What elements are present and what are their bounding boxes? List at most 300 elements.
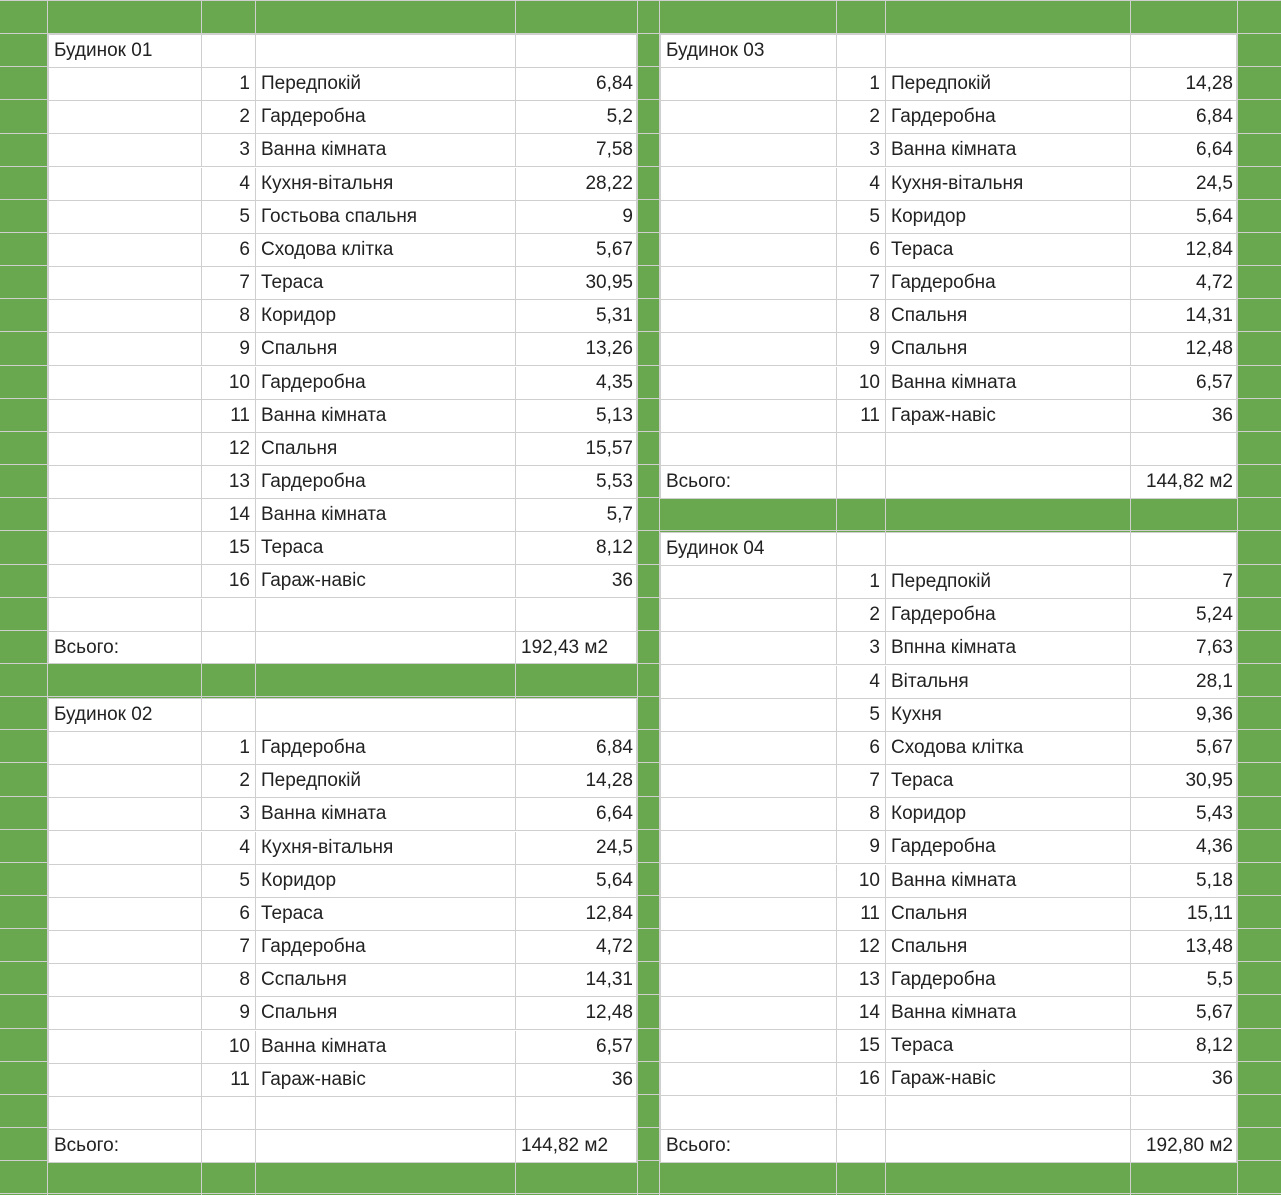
room-name-cell[interactable]: Гардеробна [256,466,516,498]
cell[interactable] [661,101,837,133]
room-name-cell[interactable]: Гардеробна [886,267,1131,299]
cell[interactable] [49,68,202,100]
table-row [661,599,1236,632]
room-area-cell[interactable]: 14,31 [1185,305,1233,326]
total-label-cell[interactable]: Всього: [661,1130,837,1163]
cell[interactable] [202,1130,256,1163]
room-area-cell[interactable]: 24,5 [596,837,633,858]
room-area-cell[interactable]: 7,58 [596,139,633,160]
cell[interactable] [886,35,1131,67]
room-area-cell[interactable]: 5,13 [596,405,633,426]
cell[interactable] [661,400,837,432]
cell[interactable] [202,699,256,731]
room-area-cell[interactable]: 5,64 [1196,206,1233,227]
room-area-cell[interactable]: 12,84 [1185,239,1233,260]
cell[interactable] [49,732,202,764]
table-row [49,168,636,201]
cell[interactable] [49,433,202,465]
total-value-cell[interactable]: 192,80 м2 [1145,1135,1233,1156]
room-number-cell[interactable]: 9 [202,333,256,365]
room-number-cell[interactable]: 13 [202,466,256,498]
room-number-cell[interactable]: 1 [202,732,256,764]
room-name-cell[interactable]: Гардеробна [256,101,516,133]
room-area-cell[interactable]: 28,22 [585,173,633,194]
room-number-cell[interactable]: 14 [837,997,886,1029]
cell[interactable] [661,699,837,731]
room-number-cell[interactable]: 1 [202,68,256,100]
cell[interactable] [256,699,516,731]
room-number-cell[interactable]: 7 [202,267,256,299]
table-row [661,931,1236,964]
cell[interactable] [661,333,837,365]
cell[interactable] [256,599,516,631]
room-number-cell[interactable]: 10 [202,367,256,399]
cell[interactable] [49,565,202,597]
room-number-cell[interactable]: 10 [837,367,886,399]
room-number-cell[interactable]: 8 [837,300,886,332]
table-row [49,68,636,101]
room-name-cell[interactable]: Передпокій [886,68,1131,100]
cell[interactable] [49,865,202,897]
table-row [49,267,636,300]
room-number-cell[interactable]: 16 [837,1063,886,1095]
room-name-cell[interactable]: Спальня [886,300,1131,332]
cell[interactable] [661,732,837,764]
room-name-cell[interactable]: Впнна кімната [886,632,1131,664]
cell[interactable] [837,1097,886,1129]
room-number-cell[interactable]: 6 [837,234,886,266]
room-name-cell[interactable]: Сходова клітка [886,732,1131,764]
table-row [49,765,636,798]
cell[interactable] [516,35,638,67]
room-area-cell[interactable]: 6,64 [1196,139,1233,160]
room-area-cell[interactable]: 15,11 [1186,903,1233,924]
cell[interactable] [49,333,202,365]
room-number-cell[interactable]: 9 [202,997,256,1029]
total-label-cell[interactable]: Всього: [661,466,837,499]
cell[interactable] [661,798,837,830]
room-area-cell[interactable]: 14,28 [585,770,633,791]
room-area-cell[interactable]: 4,72 [1196,272,1233,293]
house-03-table [660,34,1237,499]
cell[interactable] [49,499,202,531]
cell[interactable] [516,1097,638,1129]
room-area-cell[interactable]: 9,36 [1196,704,1233,725]
room-area-cell[interactable]: 6,84 [596,737,633,758]
room-name-cell[interactable]: Спальня [886,333,1131,365]
cell[interactable] [49,201,202,233]
cell[interactable] [49,1064,202,1096]
room-number-cell[interactable]: 11 [202,1064,256,1096]
table-row [661,798,1236,831]
room-area-cell[interactable]: 7 [1222,571,1233,592]
cell[interactable] [661,997,837,1029]
room-area-cell[interactable]: 8,12 [596,537,633,558]
room-name-cell[interactable]: Передпокій [886,566,1131,598]
room-number-cell[interactable]: 11 [837,898,886,930]
room-name-cell[interactable]: Гардеробна [886,101,1131,133]
cell[interactable] [1131,1097,1238,1129]
cell[interactable] [1131,35,1238,67]
cell[interactable] [661,566,837,598]
cell[interactable] [49,300,202,332]
total-value-cell[interactable]: 144,82 м2 [1145,471,1233,492]
room-area-cell[interactable]: 14,28 [1185,73,1233,94]
total-value-cell[interactable]: 144,82 м2 [521,1135,609,1156]
room-area-cell[interactable]: 5,31 [596,305,633,326]
room-area-cell[interactable]: 30,95 [1185,770,1233,791]
cell[interactable] [661,865,837,897]
room-area-cell[interactable]: 6,57 [1196,372,1233,393]
room-area-cell[interactable]: 28,1 [1196,671,1233,692]
table-row [661,101,1236,134]
room-number-cell[interactable]: 3 [837,632,886,664]
cell[interactable] [516,699,638,731]
cell[interactable] [661,1097,837,1129]
room-area-cell[interactable]: 13,26 [585,338,633,359]
room-area-cell[interactable]: 6,64 [596,803,633,824]
cell[interactable] [661,367,837,399]
cell[interactable] [837,533,886,565]
room-name-cell[interactable]: Ванна кімната [886,134,1131,166]
table-row [661,400,1236,433]
cell[interactable] [1131,533,1238,565]
room-number-cell[interactable]: 3 [202,798,256,830]
room-number-cell[interactable]: 1 [837,566,886,598]
room-name-cell[interactable]: Ванна кімната [886,367,1131,399]
room-area-cell[interactable]: 5,67 [596,239,633,260]
room-area-cell[interactable]: 12,48 [585,1002,633,1023]
cell[interactable] [1131,433,1238,465]
room-name-cell[interactable]: Спальня [256,433,516,465]
table-row [661,632,1236,665]
room-number-cell[interactable]: 6 [202,234,256,266]
cell[interactable] [49,964,202,996]
cell[interactable] [661,433,837,465]
total-row [49,632,636,665]
cell[interactable] [661,666,837,698]
room-number-cell[interactable]: 6 [837,732,886,764]
cell[interactable] [837,35,886,67]
room-area-cell[interactable]: 12,84 [585,903,633,924]
table-row [661,964,1236,997]
cell[interactable] [256,1130,516,1163]
table-row [661,666,1236,699]
room-number-cell[interactable]: 3 [837,134,886,166]
block-title-cell[interactable]: Будинок 04 [661,533,837,565]
room-name-cell[interactable]: Передпокій [256,765,516,797]
room-number-cell[interactable]: 7 [837,267,886,299]
room-number-cell[interactable]: 4 [202,832,256,864]
room-number-cell[interactable]: 10 [837,865,886,897]
room-area-cell[interactable]: 5,18 [1196,870,1233,891]
table-row [49,832,636,865]
cell[interactable] [886,466,1131,499]
total-value-cell[interactable]: 192,43 м2 [521,637,609,658]
table-row [49,798,636,831]
cell[interactable] [49,599,202,631]
table-row [661,865,1236,898]
room-number-cell[interactable]: 4 [837,666,886,698]
room-number-cell[interactable]: 14 [202,499,256,531]
cell[interactable] [49,931,202,963]
room-name-cell[interactable]: Гараж-навіс [256,565,516,597]
cell[interactable] [49,466,202,498]
cell[interactable] [256,35,516,67]
room-area-cell[interactable]: 9 [622,206,633,227]
room-area-cell[interactable]: 30,95 [585,272,633,293]
room-name-cell[interactable]: Гардеробна [886,599,1131,631]
cell[interactable] [661,964,837,996]
house-01-table [48,34,637,664]
cell[interactable] [202,35,256,67]
table-row [661,134,1236,167]
room-number-cell[interactable]: 11 [202,400,256,432]
room-area-cell[interactable]: 8,12 [1196,1035,1233,1056]
room-area-cell[interactable]: 6,84 [596,73,633,94]
cell[interactable] [661,931,837,963]
room-number-cell[interactable]: 5 [837,699,886,731]
room-area-cell[interactable]: 5,67 [1196,737,1233,758]
room-name-cell[interactable]: Спальня [256,333,516,365]
room-number-cell[interactable]: 8 [837,798,886,830]
room-name-cell[interactable]: Ванна кімната [256,499,516,531]
title-row [49,35,636,68]
total-label-cell[interactable]: Всього: [49,1130,202,1163]
cell[interactable] [49,400,202,432]
room-name-cell[interactable]: Спальня [886,898,1131,930]
room-name-cell[interactable]: Тераса [886,765,1131,797]
room-number-cell[interactable]: 2 [837,599,886,631]
room-area-cell[interactable]: 4,72 [596,936,633,957]
room-name-cell[interactable]: Кухня [886,699,1131,731]
room-name-cell[interactable]: Ванна кімната [256,798,516,830]
cell[interactable] [661,599,837,631]
room-name-cell[interactable]: Тераса [886,1030,1131,1062]
block-title-cell[interactable]: Будинок 01 [49,35,202,67]
cell[interactable] [49,367,202,399]
table-row [49,865,636,898]
cell[interactable] [837,466,886,499]
room-name-cell[interactable]: Тераса [886,234,1131,266]
table-row [49,565,636,598]
room-area-cell[interactable]: 7,63 [1196,637,1233,658]
cell[interactable] [49,798,202,830]
cell[interactable] [661,168,837,200]
cell[interactable] [661,831,837,863]
room-name-cell[interactable]: Гараж-навіс [886,1063,1131,1095]
room-number-cell[interactable]: 1 [837,68,886,100]
table-row [661,234,1236,267]
room-area-cell[interactable]: 4,36 [1196,836,1233,857]
room-area-cell[interactable]: 5,7 [606,504,633,525]
cell[interactable] [661,134,837,166]
cell[interactable] [661,201,837,233]
cell[interactable] [202,632,256,665]
room-name-cell[interactable]: Коридор [886,798,1131,830]
table-row [49,234,636,267]
room-area-cell[interactable]: 36 [1211,1068,1233,1089]
room-name-cell[interactable]: Кухня-вітальня [256,832,516,864]
room-number-cell[interactable]: 6 [202,898,256,930]
cell[interactable] [886,533,1131,565]
room-number-cell[interactable]: 5 [202,865,256,897]
room-name-cell[interactable]: Ванна кімната [886,865,1131,897]
room-name-cell[interactable]: Гардеробна [886,964,1131,996]
cell[interactable] [886,433,1131,465]
room-area-cell[interactable]: 4,35 [596,372,633,393]
cell[interactable] [49,1097,202,1129]
room-name-cell[interactable]: Передпокій [256,68,516,100]
cell[interactable] [661,267,837,299]
room-name-cell[interactable]: Ванна кімната [256,400,516,432]
room-name-cell[interactable]: Ванна кімната [256,134,516,166]
cell[interactable] [49,997,202,1029]
cell[interactable] [202,599,256,631]
block-title-cell[interactable]: Будинок 03 [661,35,837,67]
room-name-cell[interactable]: Тераса [256,898,516,930]
room-area-cell[interactable]: 6,84 [1196,106,1233,127]
room-name-cell[interactable]: Коридор [256,300,516,332]
cell[interactable] [49,832,202,864]
room-name-cell[interactable]: Гардеробна [256,367,516,399]
room-number-cell[interactable]: 4 [202,168,256,200]
room-number-cell[interactable]: 4 [837,168,886,200]
room-area-cell[interactable]: 24,5 [1196,173,1233,194]
room-number-cell[interactable]: 10 [202,1031,256,1063]
cell[interactable] [49,134,202,166]
room-name-cell[interactable]: Сспальня [256,964,516,996]
room-name-cell[interactable]: Тераса [256,532,516,564]
cell[interactable] [49,1031,202,1063]
room-number-cell[interactable]: 13 [837,964,886,996]
cell[interactable] [661,1030,837,1062]
room-area-cell[interactable]: 36 [611,570,633,591]
room-name-cell[interactable]: Ванна кімната [886,997,1131,1029]
block-title-cell[interactable]: Будинок 02 [49,699,202,731]
room-number-cell[interactable]: 8 [202,964,256,996]
room-area-cell[interactable]: 5,67 [1196,1002,1233,1023]
room-name-cell[interactable]: Гараж-навіс [256,1064,516,1096]
cell[interactable] [886,1097,1131,1129]
cell[interactable] [49,898,202,930]
cell[interactable] [49,234,202,266]
total-label-cell[interactable]: Всього: [49,632,202,665]
total-row [49,1130,636,1163]
cell[interactable] [837,1130,886,1163]
room-name-cell[interactable]: Гардеробна [256,732,516,764]
room-area-cell[interactable]: 36 [1211,405,1233,426]
room-name-cell[interactable]: Спальня [886,931,1131,963]
room-number-cell[interactable]: 15 [202,532,256,564]
room-number-cell[interactable]: 9 [837,831,886,863]
room-number-cell[interactable]: 2 [837,101,886,133]
table-row [49,931,636,964]
room-name-cell[interactable]: Коридор [886,201,1131,233]
room-name-cell[interactable]: Кухня-вітальня [256,168,516,200]
room-area-cell[interactable]: 13,48 [1185,936,1233,957]
room-name-cell[interactable]: Кухня-вітальня [886,168,1131,200]
room-number-cell[interactable]: 7 [837,765,886,797]
cell[interactable] [661,898,837,930]
cell[interactable] [49,101,202,133]
table-row [49,466,636,499]
room-number-cell[interactable]: 16 [202,565,256,597]
room-area-cell[interactable]: 5,5 [1206,969,1233,990]
room-name-cell[interactable]: Тераса [256,267,516,299]
room-name-cell[interactable]: Гардеробна [256,931,516,963]
room-number-cell[interactable]: 2 [202,765,256,797]
room-area-cell[interactable]: 5,53 [596,471,633,492]
table-row [661,732,1236,765]
room-name-cell[interactable]: Ванна кімната [256,1031,516,1063]
title-row [661,35,1236,68]
cell[interactable] [49,267,202,299]
cell[interactable] [256,632,516,665]
cell[interactable] [49,765,202,797]
table-row [661,997,1236,1030]
table-row [49,300,636,333]
cell[interactable] [202,1097,256,1129]
cell[interactable] [516,599,638,631]
room-number-cell[interactable]: 12 [202,433,256,465]
table-row [661,831,1236,864]
room-area-cell[interactable]: 5,2 [606,106,633,127]
cell[interactable] [661,68,837,100]
room-number-cell[interactable]: 15 [837,1030,886,1062]
room-number-cell[interactable]: 11 [837,400,886,432]
room-name-cell[interactable]: Гараж-навіс [886,400,1131,432]
room-number-cell[interactable]: 8 [202,300,256,332]
room-number-cell[interactable]: 3 [202,134,256,166]
cell[interactable] [886,1130,1131,1163]
room-area-cell[interactable]: 15,57 [585,438,633,459]
room-number-cell[interactable]: 9 [837,333,886,365]
cell[interactable] [661,1063,837,1095]
room-area-cell[interactable]: 14,31 [585,969,633,990]
room-area-cell[interactable]: 6,57 [596,1036,633,1057]
table-row [49,732,636,765]
room-area-cell[interactable]: 5,43 [1196,803,1233,824]
room-area-cell[interactable]: 36 [611,1069,633,1090]
cell[interactable] [49,532,202,564]
table-row [661,68,1236,101]
cell[interactable] [837,433,886,465]
room-area-cell[interactable]: 5,64 [596,870,633,891]
room-name-cell[interactable]: Вітальня [886,666,1131,698]
table-row [49,997,636,1030]
room-number-cell[interactable]: 5 [837,201,886,233]
room-number-cell[interactable]: 12 [837,931,886,963]
cell[interactable] [661,300,837,332]
cell[interactable] [661,765,837,797]
room-name-cell[interactable]: Спальня [256,997,516,1029]
room-name-cell[interactable]: Коридор [256,865,516,897]
cell[interactable] [49,168,202,200]
cell[interactable] [661,632,837,664]
room-name-cell[interactable]: Сходова клітка [256,234,516,266]
room-number-cell[interactable]: 5 [202,201,256,233]
room-area-cell[interactable]: 5,24 [1196,604,1233,625]
total-row [661,466,1236,499]
room-number-cell[interactable]: 2 [202,101,256,133]
cell[interactable] [256,1097,516,1129]
room-name-cell[interactable]: Гардеробна [886,831,1131,863]
room-name-cell[interactable]: Гостьова спальня [256,201,516,233]
room-area-cell[interactable]: 12,48 [1185,338,1233,359]
room-number-cell[interactable]: 7 [202,931,256,963]
cell[interactable] [661,234,837,266]
